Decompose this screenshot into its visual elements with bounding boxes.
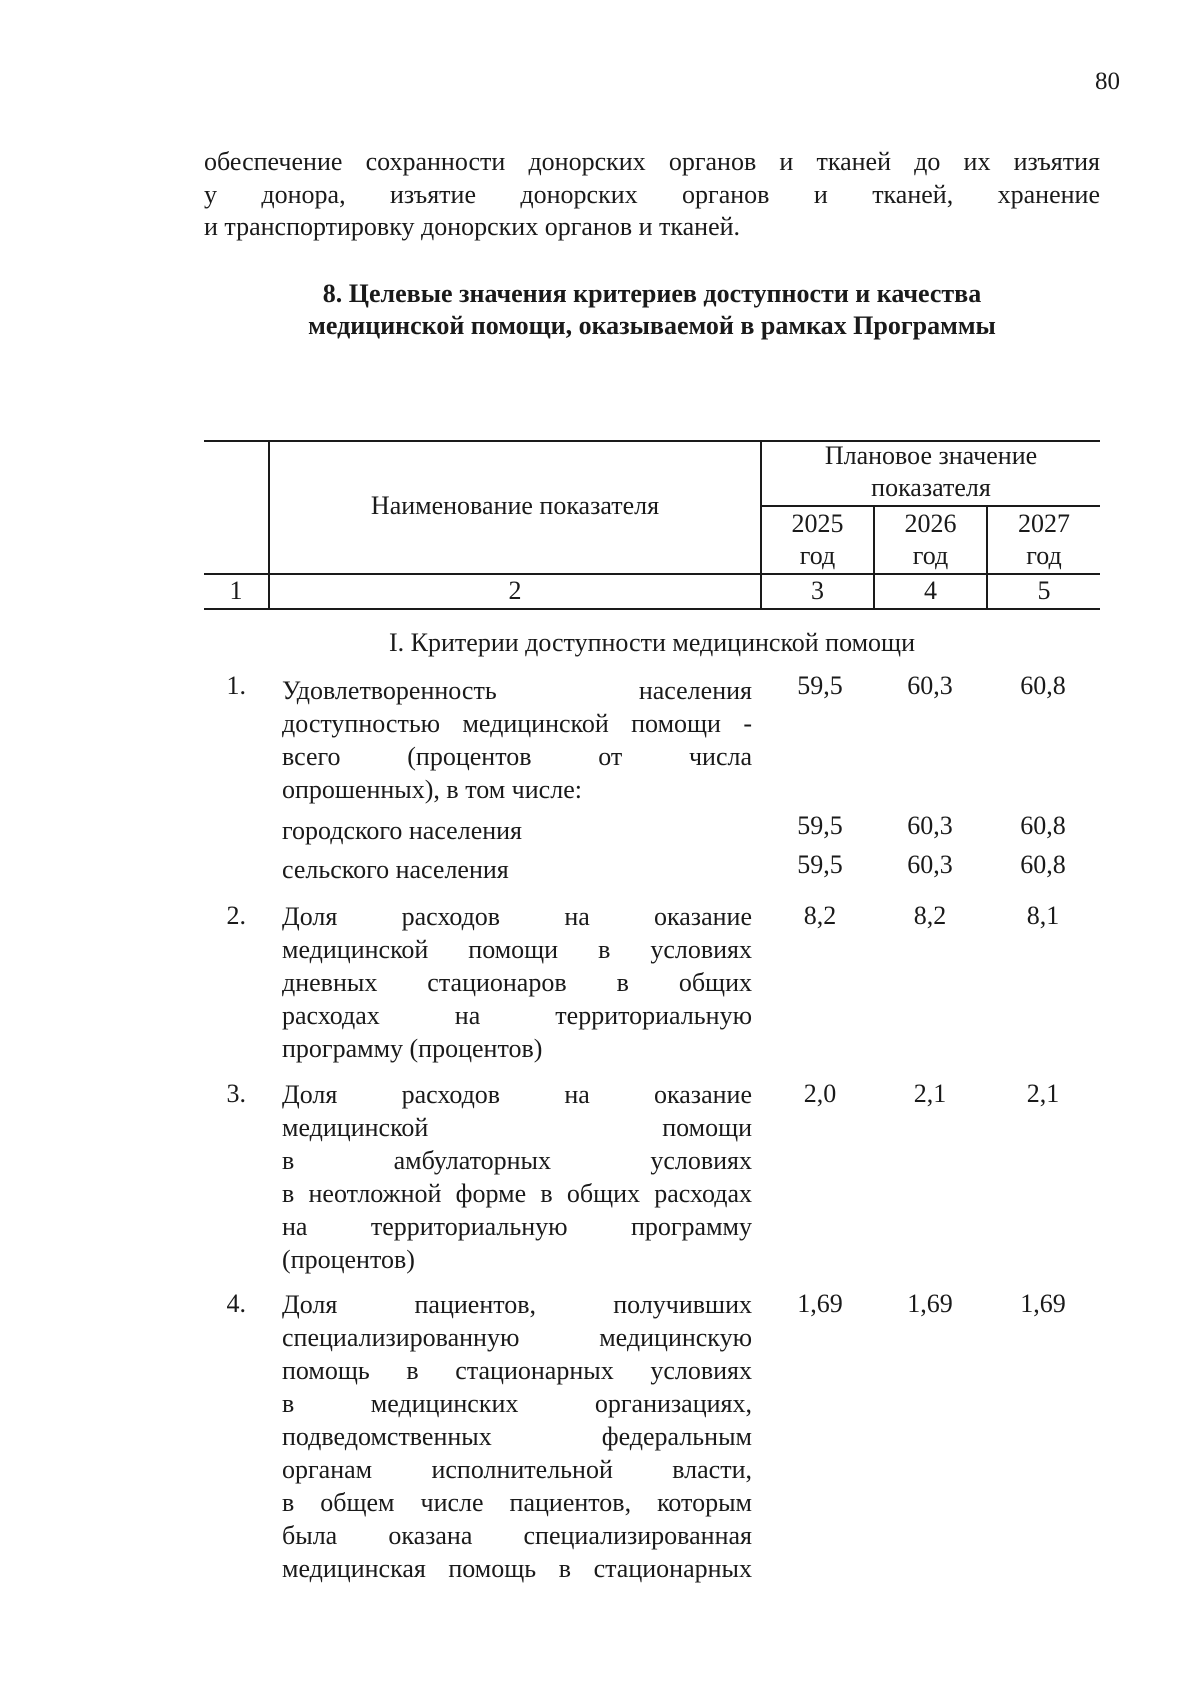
row-name	[282, 1288, 752, 1585]
row-name-line: на территориальную программу	[282, 1212, 752, 1241]
value-2027: 1,69	[1020, 1289, 1066, 1318]
row-name-line: в общем числе пациентов, которым	[282, 1488, 752, 1517]
row-name-line: медицинская помощь в стационарных	[282, 1554, 752, 1583]
year-unit: год	[1026, 541, 1062, 570]
row-name-line: дневных стационаров в общих	[282, 968, 752, 997]
row-name-line: была оказана специализированная	[282, 1521, 752, 1550]
table-header	[204, 440, 1100, 610]
value-2026: 1,69	[907, 1289, 953, 1318]
value-2025: 8,2	[803, 901, 837, 930]
value-2025: 59,5	[797, 671, 843, 700]
row-name	[282, 674, 752, 806]
row-name-line: опрошенных), в том числе:	[282, 775, 582, 804]
value-2027: 60,8	[1020, 671, 1066, 700]
row-name	[282, 1078, 752, 1276]
row-name-line: органам исполнительной власти,	[282, 1455, 752, 1484]
value-2027: 8,1	[1026, 901, 1060, 930]
value-2027: 2,1	[1026, 1079, 1060, 1108]
page-number: 80	[1095, 68, 1120, 95]
col-name-header: Наименование показателя	[370, 491, 660, 520]
planned-header-line: показателя	[871, 473, 991, 502]
year-unit: год	[799, 541, 836, 570]
year-header-2025	[762, 508, 873, 572]
row-number: 1.	[226, 671, 246, 700]
row-name-line: Доля пациентов, получивших	[282, 1290, 752, 1319]
intro-line: у донора, изъятие донорских органов и тканей, хранение	[204, 179, 1100, 209]
col-number: 2	[508, 576, 522, 605]
section-heading	[204, 278, 1100, 342]
value-2025: 1,69	[797, 1289, 843, 1318]
year-unit: год	[912, 541, 949, 570]
year-header-2027	[988, 508, 1100, 572]
row-name-line: Удовлетворенность населения	[282, 676, 752, 705]
row-name-line: доступностью медицинской помощи -	[282, 709, 752, 738]
row-name-line: программу (процентов)	[282, 1034, 543, 1063]
row-name-line: в амбулаторных условиях	[282, 1146, 752, 1175]
year-label: 2027	[1018, 509, 1070, 538]
value-2026: 60,3	[907, 850, 953, 879]
row-name-line: в медицинских организациях,	[282, 1389, 752, 1418]
row-name-line: Доля расходов на оказание	[282, 902, 752, 931]
value-2026: 60,3	[907, 811, 953, 840]
value-2026: 60,3	[907, 671, 953, 700]
planned-header-line: Плановое значение	[824, 441, 1038, 470]
table-year-rule	[760, 505, 1100, 507]
intro-line: и транспортировку донорских органов и тканей.	[204, 212, 741, 241]
col-number: 5	[1037, 576, 1051, 605]
row-name-line: специализированную медицинскую	[282, 1323, 752, 1352]
row-name-line: подведомственных федеральным	[282, 1422, 752, 1451]
row-name-line: сельского населения	[282, 855, 509, 884]
row-name-line: медицинской помощи в условиях	[282, 935, 752, 964]
value-2026: 8,2	[913, 901, 947, 930]
heading-line: 8. Целевые значения критериев доступности и качества	[322, 279, 982, 308]
intro-paragraph	[204, 146, 1100, 244]
intro-line: обеспечение сохранности донорских органов и тканей до их изъятия	[204, 147, 1100, 176]
value-2027: 60,8	[1020, 850, 1066, 879]
row-name-line: Доля расходов на оказание	[282, 1080, 752, 1109]
row-number: 3.	[226, 1079, 246, 1108]
year-header-2026	[875, 508, 986, 572]
row-name-line: (процентов)	[282, 1245, 415, 1274]
row-name	[282, 900, 752, 1065]
value-2027: 60,8	[1020, 811, 1066, 840]
row-name	[282, 853, 752, 886]
row-name	[282, 814, 752, 847]
col-number: 3	[811, 576, 824, 605]
value-2026: 2,1	[913, 1079, 947, 1108]
col-number: 4	[924, 576, 937, 605]
value-2025: 59,5	[797, 811, 843, 840]
row-name-line: в неотложной форме в общих расходах	[282, 1179, 752, 1208]
year-label: 2026	[904, 509, 957, 538]
value-2025: 2,0	[803, 1079, 837, 1108]
row-number: 4.	[226, 1289, 246, 1318]
row-name-line: помощь в стационарных условиях	[282, 1356, 752, 1385]
heading-line: медицинской помощи, оказываемой в рамках Программы	[308, 311, 996, 340]
planned-header	[762, 440, 1100, 504]
value-2025: 59,5	[797, 850, 843, 879]
row-name-line: всего (процентов от числа	[282, 742, 752, 771]
row-name-line: медицинской помощи	[282, 1113, 752, 1142]
section-title: I. Критерии доступности медицинской помощи	[389, 628, 915, 657]
row-name-line: городского населения	[282, 816, 523, 845]
col-number: 1	[229, 576, 243, 605]
row-name-line: расходах на территориальную	[282, 1001, 752, 1030]
year-label: 2025	[791, 509, 844, 538]
table-numbers-bottom-rule	[204, 608, 1100, 610]
row-number: 2.	[226, 901, 246, 930]
